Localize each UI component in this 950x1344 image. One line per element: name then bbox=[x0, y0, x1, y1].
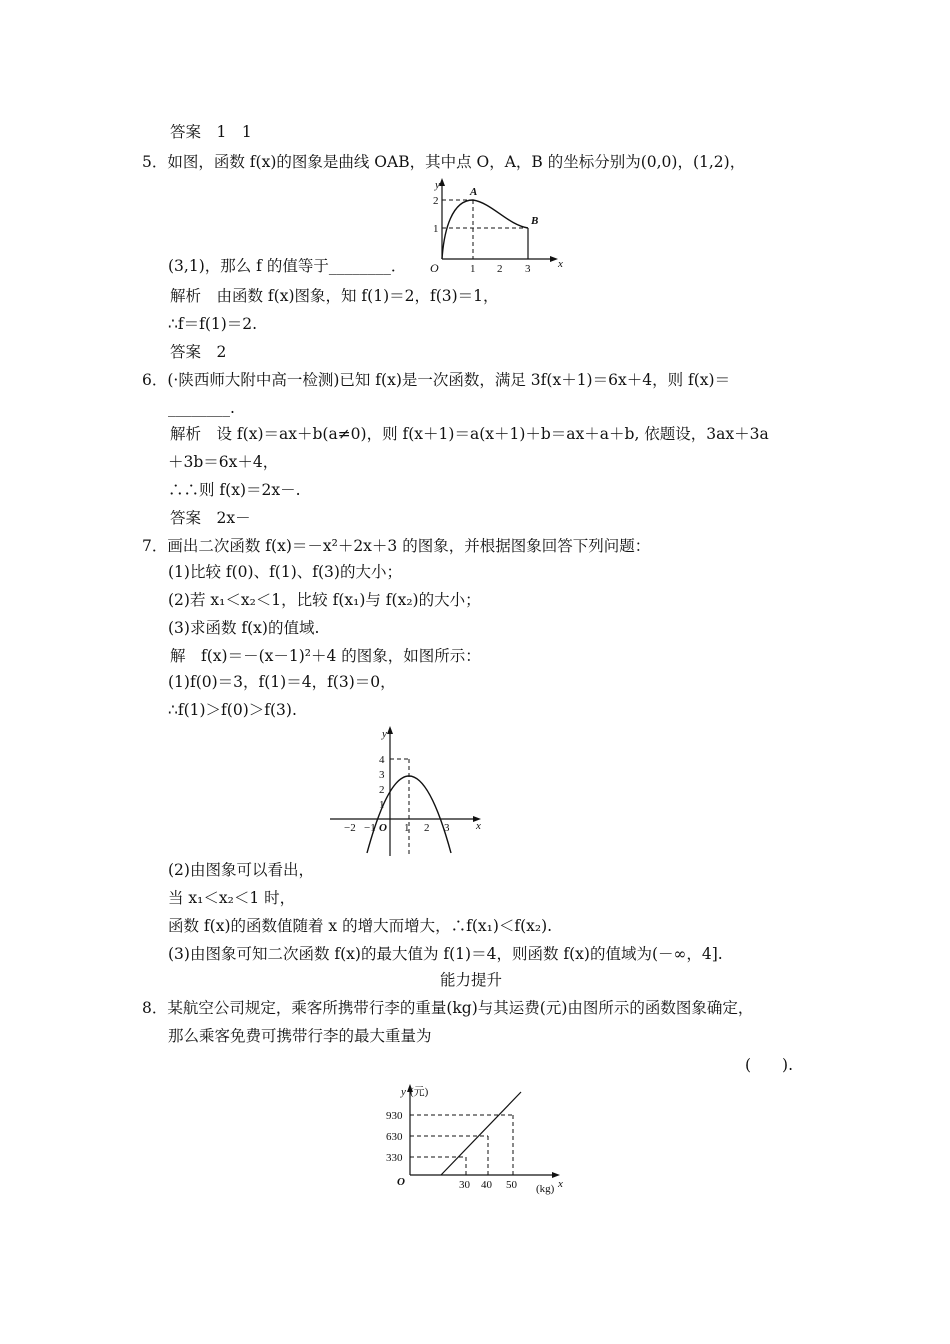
fig2-x-label: x bbox=[476, 820, 481, 832]
q5-analysis: 解析 由函数 f(x)图象，知 f(1)＝2，f(3)＝1， bbox=[170, 287, 499, 305]
q7-part1: (1)比较 f(0)、f(1)、f(3)的大小； bbox=[168, 563, 402, 581]
fig2-y-label: y bbox=[382, 728, 387, 740]
q8-stem-cont: 那么乘客免费可携带行李的最大重量为 bbox=[168, 1027, 432, 1045]
answer-6: 答案 2x－ bbox=[170, 509, 251, 527]
q7-sol1: (1)f(0)＝3，f(1)＝4，f(3)＝0， bbox=[168, 673, 396, 691]
fig1-ytick-2: 2 bbox=[433, 195, 439, 207]
fig3-x-unit: (kg) bbox=[536, 1183, 555, 1195]
q7-sol2: (2)由图象可以看出， bbox=[168, 861, 314, 879]
fig2-xtick-2: 2 bbox=[424, 822, 430, 834]
fig1-ytick-1: 1 bbox=[433, 223, 439, 235]
fig3-xtick-30: 30 bbox=[459, 1179, 470, 1191]
fig2-ytick-3: 3 bbox=[379, 769, 385, 781]
fig1-point-a: A bbox=[470, 186, 478, 198]
fig2-ytick-1: 1 bbox=[379, 799, 385, 811]
q6-therefore: ∴∴则 f(x)＝2x－. bbox=[168, 481, 301, 499]
q7-sol2-cond: 当 x₁＜x₂＜1 时， bbox=[168, 889, 296, 907]
q5-stem-cont: (3,1)，那么 f 的值等于________． bbox=[168, 257, 407, 275]
q6-analysis: 解析 设 f(x)＝ax＋b(a≠0)，则 f(x＋1)＝a(x＋1)＋b＝ax＋a＋b, 依题设，3ax＋3a bbox=[170, 425, 769, 443]
fig3-xtick-40: 40 bbox=[481, 1179, 492, 1191]
fig2-xtick-3: 3 bbox=[444, 822, 450, 834]
fig1-xtick-1: 1 bbox=[470, 263, 476, 275]
fig1-origin: O bbox=[430, 261, 439, 275]
fig3-xtick-50: 50 bbox=[506, 1179, 517, 1191]
fig3-ytick-930: 930 bbox=[386, 1110, 403, 1122]
fig3-y-unit: (元) bbox=[410, 1086, 429, 1098]
figure-parabola bbox=[328, 723, 493, 858]
fig1-xtick-2: 2 bbox=[497, 263, 503, 275]
q6-blank: ________. bbox=[168, 399, 235, 417]
fig1-y-label: y bbox=[435, 179, 440, 191]
q6-stem: 6．(·陕西师大附中高一检测)已知 f(x)是一次函数，满足 3f(x＋1)＝6x＋4，则 f(x)＝ bbox=[142, 371, 731, 389]
fig3-ytick-330: 330 bbox=[386, 1152, 403, 1164]
q7-sol1-therefore: ∴f(1)＞f(0)＞f(3). bbox=[168, 701, 297, 719]
q7-part3: (3)求函数 f(x)的值域. bbox=[168, 619, 320, 637]
q8-stem: 8．某航空公司规定，乘客所携带行李的重量(kg)与其运费(元)由图所示的函数图象确定， bbox=[142, 999, 754, 1017]
fig3-x-label: x bbox=[558, 1178, 563, 1190]
answer-5: 答案 2 bbox=[170, 343, 227, 361]
q5-therefore: ∴f＝f(1)＝2. bbox=[168, 315, 258, 333]
q7-solution: 解 f(x)＝－(x－1)²＋4 的图象，如图所示： bbox=[170, 647, 481, 665]
figure-curve-oab bbox=[420, 175, 570, 275]
q6-analysis-cont: ＋3b＝6x＋4， bbox=[168, 453, 279, 471]
fig3-ytick-630: 630 bbox=[386, 1131, 403, 1143]
answer-4: 答案 1 1 bbox=[170, 123, 252, 141]
figure-luggage-fee bbox=[386, 1080, 580, 1198]
fig2-ytick-4: 4 bbox=[379, 754, 385, 766]
fig2-xtick-neg2: −2 bbox=[344, 822, 356, 834]
fig3-y-label: y bbox=[401, 1086, 406, 1098]
section-heading: 能力提升 bbox=[440, 971, 503, 989]
q7-stem: 7．画出二次函数 f(x)＝－x²＋2x＋3 的图象，并根据图象回答下列问题： bbox=[142, 537, 651, 555]
fig1-x-label: x bbox=[558, 258, 563, 270]
fig2-origin: O bbox=[379, 822, 387, 834]
fig2-xtick-1: 1 bbox=[404, 822, 410, 834]
q7-sol2-conclusion: 函数 f(x)的函数值随着 x 的增大而增大，∴f(x₁)＜f(x₂). bbox=[168, 917, 553, 935]
q5-stem: 5．如图，函数 f(x)的图象是曲线 OAB，其中点 O，A，B 的坐标分别为(0,0)，(1,2)， bbox=[142, 153, 746, 171]
fig3-origin: O bbox=[397, 1176, 405, 1188]
fig1-point-b: B bbox=[531, 215, 539, 227]
fig1-xtick-3: 3 bbox=[525, 263, 531, 275]
q8-choice-bracket: ( ). bbox=[745, 1056, 794, 1074]
q7-part2: (2)若 x₁＜x₂＜1，比较 f(x₁)与 f(x₂)的大小； bbox=[168, 591, 481, 609]
fig2-xtick-neg1: −1 bbox=[364, 822, 376, 834]
fig2-ytick-2: 2 bbox=[379, 784, 385, 796]
q7-sol3: (3)由图象可知二次函数 f(x)的最大值为 f(1)＝4，则函数 f(x)的值域为(－∞，4]. bbox=[168, 945, 723, 963]
